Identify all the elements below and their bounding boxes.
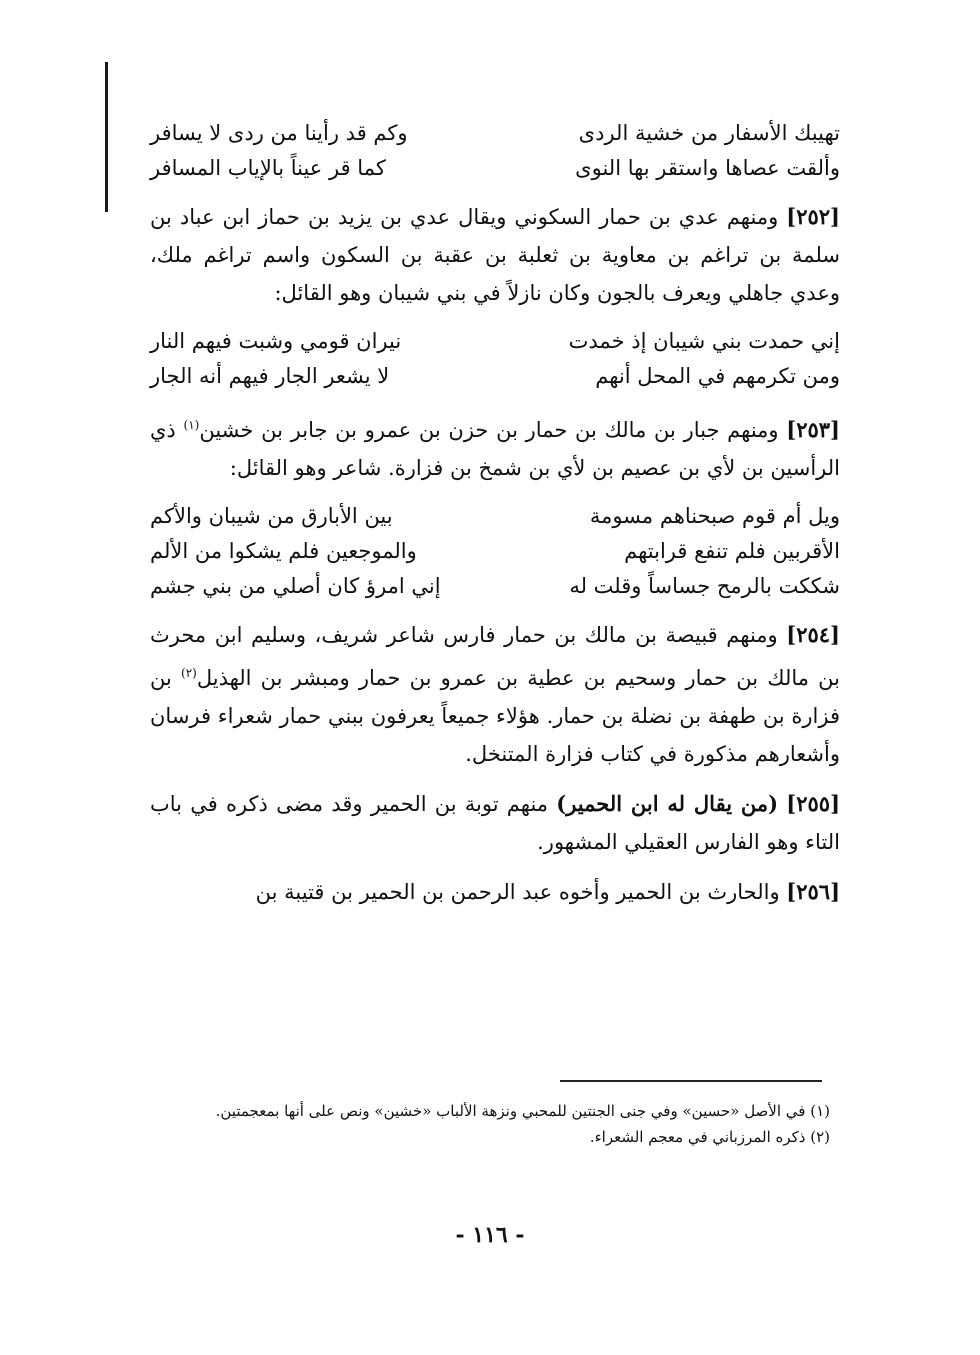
verse-first-hemistich: تهيبك الأسفار من خشية الردى: [578, 121, 840, 145]
entry-252: [150, 198, 840, 312]
entry-text: بن فزارة بن طهفة بن نضلة بن حمار. هؤلاء جميعاً يعرفون ببني حمار شعراء فرسان وأشعارهم مذكورة في كتاب فزارة المتنخل.: [150, 666, 840, 766]
entry-255: [150, 785, 840, 861]
verse-first-hemistich: شككت بالرمح جساساً وقلت له: [569, 574, 840, 598]
verse-line: [150, 324, 840, 359]
verse-first-hemistich: وألقت عصاها واستقر بها النوى: [575, 156, 840, 180]
verse-second-hemistich: لا يشعر الجار فيهم أنه الجار: [150, 364, 390, 388]
footnote-ref[interactable]: (٢): [181, 666, 197, 680]
verse-second-hemistich: والموجعين فلم يشكوا من الألم: [150, 539, 417, 563]
page-number: - ١١٦ -: [455, 1222, 525, 1248]
verse-second-hemistich: وكم قد رأينا من ردى لا يسافر: [150, 121, 408, 145]
entry-number: [٢٥٤]: [786, 622, 840, 647]
page-body: [150, 116, 840, 923]
entry-text: ومنهم قبيصة بن مالك بن حمار فارس شاعر شريف، وسليم ابن محرث بن مالك بن حمار وسحيم بن عطية بن عمرو بن حمار ومبشر بن الهذيل: [150, 623, 840, 690]
verse-line: [150, 151, 840, 186]
verse-line: [150, 359, 840, 394]
poem-stanza-2: [150, 324, 840, 394]
entry-text: منهم توبة بن الحمير وقد مضى ذكره في باب التاء وهو الفارس العقيلي المشهور.: [150, 792, 840, 854]
entry-number: [٢٥٥]: [786, 791, 840, 816]
poem-stanza-3: [150, 499, 840, 604]
verse-first-hemistich: إني حمدت بني شيبان إذ خمدت: [568, 329, 840, 353]
footnote-divider: [560, 1080, 822, 1082]
verse-second-hemistich: بين الأبارق من شيبان والأكم: [150, 504, 393, 528]
verse-line: [150, 534, 840, 569]
footnote-2: (٢) ذكره المرزباني في معجم الشعراء.: [589, 1128, 830, 1146]
footnote-1: (١) في الأصل «حسين» وفي جنى الجنتين للمحبي ونزهة الألباب «خشين» ونص على أنها بمعجمتين.: [215, 1102, 830, 1120]
verse-line: [150, 569, 840, 604]
verse-line: [150, 116, 840, 151]
footnotes: [150, 1098, 830, 1150]
entry-text: ومنهم جبار بن مالك بن حمار بن حزن بن عمرو بن جابر بن خشين: [199, 418, 779, 442]
verse-line: [150, 499, 840, 534]
entry-number: [٢٥٣]: [786, 417, 840, 442]
entry-253: [150, 406, 840, 487]
entry-heading: (من يقال له ابن الحمير): [556, 791, 779, 816]
verse-first-hemistich: ومن تكرمهم في المحل أنهم: [595, 364, 840, 388]
entry-number: [٢٥٦]: [786, 879, 840, 904]
page-edge-line: [105, 62, 108, 212]
verse-first-hemistich: ويل أم قوم صبحناهم مسومة: [589, 504, 840, 528]
verse-second-hemistich: كما قر عيناً بالإياب المسافر: [150, 156, 386, 180]
entry-254: [150, 616, 840, 773]
poem-stanza-1: [150, 116, 840, 186]
entry-256: [150, 873, 840, 911]
verse-second-hemistich: إني امرؤ كان أصلي من بني جشم: [150, 574, 441, 598]
verse-first-hemistich: الأقربين فلم تنفع قرابتهم: [624, 539, 840, 563]
entry-text: والحارث بن الحمير وأخوه عبد الرحمن بن الحمير بن قتيبة بن: [255, 880, 780, 904]
entry-text: ومنهم عدي بن حمار السكوني ويقال عدي بن يزيد بن حماز ابن عباد بن سلمة بن تراغم بن معاوية بن ثعلبة بن عقبة بن السكون واسم تراغم ملك، وعدي جاهلي ويعرف بالجون وكان نازلاً في بني شيبان وهو القائل:: [150, 205, 840, 305]
verse-second-hemistich: نيران قومي وشبت فيهم النار: [150, 329, 402, 353]
entry-text: ذي الرأسين بن لأي بن عصيم بن لأي بن شمخ بن فزارة. شاعر وهو القائل:: [150, 418, 840, 480]
footnote-ref[interactable]: (١): [183, 418, 200, 432]
entry-number: [٢٥٢]: [786, 204, 840, 229]
